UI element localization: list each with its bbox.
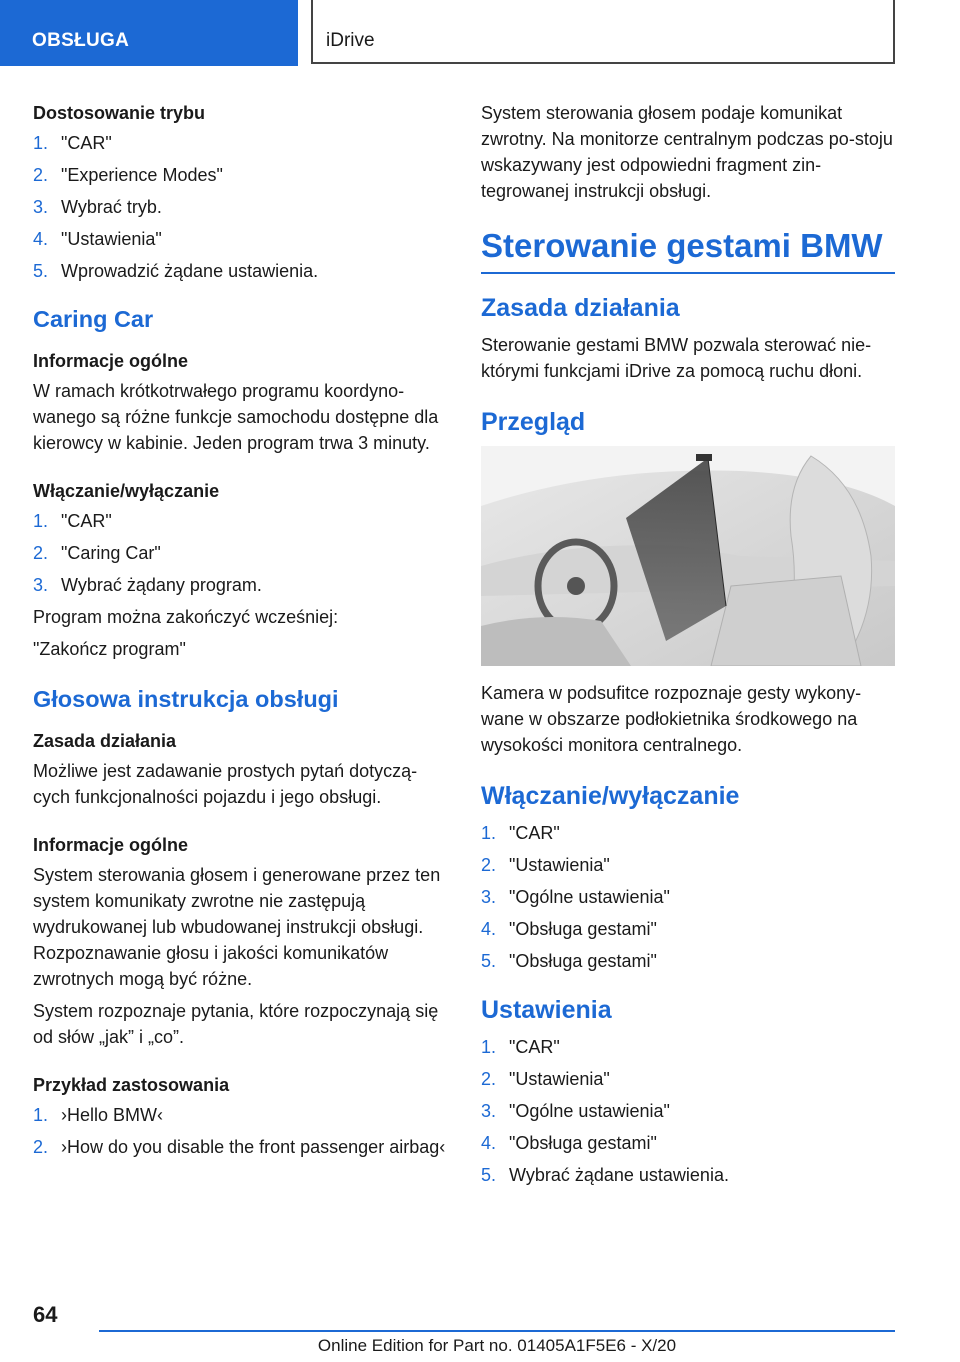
voice-principle-text: Możliwe jest zadawanie prostych pytań dotyczą‐cych funkcjonalności pojazdu i jego obsługi. <box>33 761 418 807</box>
section-tab: OBSŁUGA <box>0 0 298 66</box>
gesture-settings-heading: Ustawienia <box>481 996 612 1024</box>
list-item: 5. Wprowadzić żądane ustawienia. <box>33 261 319 281</box>
voice-info-title: Informacje ogólne <box>33 835 189 855</box>
list-item: 4. "Obsługa gestami" <box>481 1133 657 1153</box>
voice-manual-heading: Głosowa instrukcja obsługi <box>33 686 339 712</box>
chapter-tab: iDrive <box>311 0 895 64</box>
gesture-principle-title: Zasada działania <box>481 294 680 322</box>
gesture-settings-steps <box>481 1034 895 1188</box>
footer-edition-text: Online Edition for Part no. 01405A1F5E6 - X/20 <box>317 1336 677 1355</box>
list-item: 2. ›How do you disable the front passenger airbag‹ <box>33 1137 446 1157</box>
overview-caption: Kamera w podsufitce rozpoznaje gesty wykony‐wane w obszarze podłokietnika środkowego na wysokości monitora centralnego. <box>481 683 862 755</box>
list-item: 2. "Caring Car" <box>33 543 161 563</box>
gesture-principle-text: Sterowanie gestami BMW pozwala sterować nie‐którymi funkcjami iDrive za pomocą ruchu dłoni. <box>481 335 872 381</box>
list-item: 2. "Ustawienia" <box>481 855 610 875</box>
page-header <box>0 0 960 66</box>
list-item: 3. "Ogólne ustawienia" <box>481 1101 670 1121</box>
list-item: 3. "Ogólne ustawienia" <box>481 887 670 907</box>
gesture-control-heading: Sterowanie gestami BMW <box>481 226 895 274</box>
list-item: 2. "Experience Modes" <box>33 165 223 185</box>
caring-end-text: Program można zakończyć wcześniej: <box>33 607 339 627</box>
caring-steps <box>33 508 451 598</box>
list-item: 5. "Obsługa gestami" <box>481 951 657 971</box>
caring-info-title: Informacje ogólne <box>33 351 189 371</box>
voice-example-steps <box>33 1102 451 1160</box>
list-item: 1. ›Hello BMW‹ <box>33 1105 163 1125</box>
list-item: 3. Wybrać żądany program. <box>33 575 262 595</box>
list-item: 4. "Ustawienia" <box>33 229 162 249</box>
voice-info-text-2: System rozpoznaje pytania, które rozpoczynają się od słów „jak” i „co”. <box>33 1001 439 1047</box>
caring-end-item: "Zakończ program" <box>33 639 186 659</box>
list-item: 3. Wybrać tryb. <box>33 197 162 217</box>
list-item: 1. "CAR" <box>33 133 112 153</box>
gesture-onoff-heading: Włączanie/wyłączanie <box>481 782 740 810</box>
caring-car-heading: Caring Car <box>33 306 154 332</box>
mode-title: Dostosowanie trybu <box>33 103 206 123</box>
voice-example-title: Przykład zastosowania <box>33 1075 230 1095</box>
footer-divider <box>99 1330 895 1332</box>
gesture-onoff-steps <box>481 820 895 974</box>
list-item: 5. Wybrać żądane ustawienia. <box>481 1165 729 1185</box>
caring-onoff-title: Włączanie/wyłączanie <box>33 481 220 501</box>
list-item: 1. "CAR" <box>481 1037 560 1057</box>
mode-steps <box>33 130 451 284</box>
voice-info-text-1: System sterowania głosem i generowane przez ten system komunikaty zwrotne nie zastępują wydrukowanej lub wbudowanej instrukcji obsługi. Rozpoznawanie głosu i jakości komunikatów zwrotnych mogą być różne. <box>33 865 441 989</box>
list-item: 1. "CAR" <box>33 511 112 531</box>
voice-principle-title: Zasada działania <box>33 731 177 751</box>
list-item: 2. "Ustawienia" <box>481 1069 610 1089</box>
list-item: 1. "CAR" <box>481 823 560 843</box>
car-interior-illustration <box>481 446 895 666</box>
voice-intro-text: System sterowania głosem podaje komunikat zwrotny. Na monitorze centralnym podczas po‐stoju wskazywany jest odpowiedni fragment zin‐tegrowanej instrukcji obsługi. <box>481 103 893 201</box>
list-item: 4. "Obsługa gestami" <box>481 919 657 939</box>
overview-heading: Przegląd <box>481 408 586 436</box>
right-column <box>481 100 895 1200</box>
caring-info-text: W ramach krótkotrwałego programu koordyno‐wanego są różne funkcje samochodu dostępne dla kierowcy w kabinie. Jeden program trwa 3 minuty. <box>33 381 439 453</box>
left-column <box>33 100 451 1172</box>
page-number: 64 <box>33 1302 58 1327</box>
